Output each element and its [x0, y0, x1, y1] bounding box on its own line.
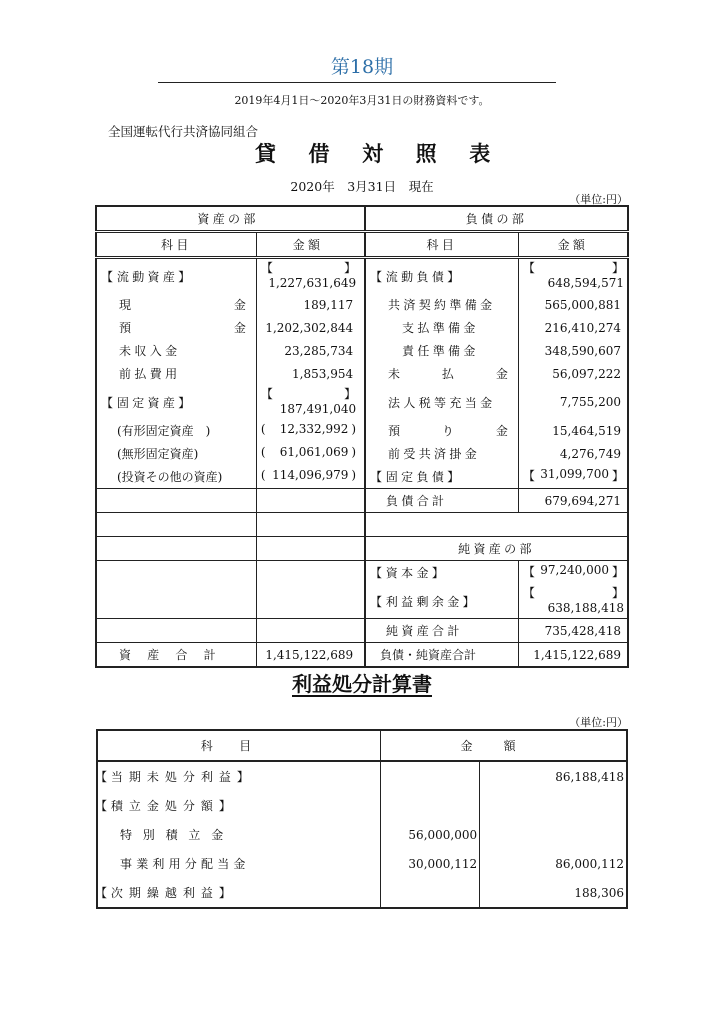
amount-value: 1,853,954 — [292, 366, 354, 381]
amount-value: 4,276,749 — [559, 446, 621, 461]
amount-value: 23,285,734 — [284, 343, 354, 358]
pl-sub-amount — [381, 820, 480, 849]
amount-value: 114,096,979 — [272, 468, 349, 482]
balance-sheet-table — [95, 205, 629, 668]
label-text: 固定資産 — [116, 395, 179, 410]
pl-item-label — [97, 791, 381, 820]
liab-net-total-value: 1,415,122,689 — [533, 647, 621, 662]
asset-item-amount — [256, 316, 359, 339]
open-bracket: 【 — [522, 564, 535, 579]
pl-sub-amount — [381, 791, 480, 820]
label-text: 当期未処分利益 — [110, 770, 237, 784]
table-row — [96, 489, 628, 513]
total-amount — [518, 619, 628, 643]
close-bracket: 】 — [344, 387, 357, 401]
open-bracket: 【 — [260, 261, 273, 275]
asset-item-label — [96, 419, 256, 442]
liability-item-label — [365, 465, 518, 489]
empty-cell — [256, 489, 359, 513]
asset-item-amount — [256, 385, 359, 419]
pl-item-label — [97, 878, 381, 908]
empty-cell — [256, 584, 359, 619]
table-row — [96, 339, 628, 362]
liability-item-amount — [518, 339, 628, 362]
label-char: 預 — [387, 424, 400, 438]
liab-net-total-amount — [518, 643, 628, 668]
close-bracket: 】 — [611, 261, 624, 275]
table-row — [96, 293, 628, 316]
label-text: 利益剰余金 — [385, 594, 463, 609]
asset-item-amount — [256, 465, 359, 489]
amount-wrap — [519, 584, 627, 615]
profit-appropriation-title: 利益処分計算書 — [292, 672, 432, 696]
pl-sub-amount — [381, 761, 480, 791]
amount-value: 189,117 — [303, 297, 354, 312]
asset-item-label — [96, 339, 256, 362]
close-bracket: 】 — [611, 564, 624, 579]
amount-wrap — [257, 422, 359, 436]
table-row — [96, 619, 628, 643]
pl-item-label — [97, 761, 381, 791]
period-title: 第18期 — [330, 56, 394, 78]
title-underline — [158, 82, 556, 83]
asset-item-amount — [256, 442, 359, 465]
bracketed-label: 【 固定負債】 — [369, 470, 460, 484]
assets-total-label — [96, 643, 256, 668]
pl-sub-amount — [381, 878, 480, 908]
open-bracket: 【 — [260, 387, 273, 401]
liability-item-amount — [518, 385, 628, 419]
label-text: 次期繰越利益 — [110, 886, 219, 900]
label-text: 前払費用 — [119, 367, 181, 381]
liability-item-amount — [518, 442, 628, 465]
pl-row — [97, 849, 627, 878]
pl-col-amount: 金額 — [381, 730, 627, 761]
bracketed-label: 【 流動資産】 — [101, 269, 191, 284]
balance-sheet-title — [255, 138, 523, 168]
bracketed-label: 【 固定資産】 — [101, 395, 191, 410]
col-amount: 金額 — [256, 232, 359, 258]
unit-label-2: （単位:円） — [569, 716, 628, 729]
label-char: 金 — [233, 321, 246, 335]
pl-row — [97, 878, 627, 908]
asset-item-amount — [256, 419, 359, 442]
open-bracket: 【 — [522, 261, 535, 275]
total-value: 86,188,418 — [555, 769, 624, 784]
amount-wrap — [519, 563, 627, 580]
label-text: 資本金 — [385, 566, 432, 580]
pl-row — [97, 761, 627, 791]
total-value: 86,000,112 — [555, 856, 624, 871]
total-value: 679,694,271 — [544, 493, 621, 508]
col-amount: 金額 — [518, 232, 628, 258]
blank-row — [365, 513, 628, 537]
table-row — [96, 419, 628, 442]
close-bracket: ) — [351, 445, 357, 459]
close-bracket: 】 — [611, 586, 624, 600]
pl-total-amount — [480, 878, 627, 908]
label-text: 事業利用分配当金 — [120, 857, 250, 871]
split-label — [97, 296, 256, 313]
amount-value: 12,332,992 — [279, 422, 349, 436]
open-bracket: ( — [260, 468, 266, 482]
close-bracket: ) — [351, 468, 357, 482]
asset-item-amount — [256, 339, 359, 362]
open-bracket: ( — [260, 445, 266, 459]
amount-value: 1,227,631,649 — [268, 276, 357, 290]
pl-total-amount — [480, 791, 627, 820]
total-label — [365, 619, 518, 643]
pl-total-amount — [480, 849, 627, 878]
empty-cell — [96, 584, 256, 619]
bracketed-label: 【 次期繰越利益】 — [95, 886, 231, 900]
liability-item-label — [365, 442, 518, 465]
liability-item-label — [365, 385, 518, 419]
pl-item-label — [97, 849, 381, 878]
liability-item-amount — [518, 465, 628, 489]
asset-item-amount — [256, 362, 359, 385]
empty-cell — [256, 619, 359, 643]
pl-item-label — [97, 820, 381, 849]
liab-net-total-label — [365, 643, 518, 668]
table-row — [96, 465, 628, 489]
assets-total-text: 資産合計 — [119, 648, 232, 662]
net-asset-amount — [518, 561, 628, 585]
label-text: 固定負債 — [385, 470, 448, 484]
liability-item-amount — [518, 419, 628, 442]
table-row — [96, 537, 628, 561]
column-header-row — [96, 232, 628, 258]
amount-wrap — [519, 467, 627, 484]
table-row — [96, 258, 628, 294]
label-char: 現 — [119, 298, 132, 312]
liability-item-label — [365, 362, 518, 385]
total-label-text: 負債合計 — [385, 494, 448, 508]
amount-value: 61,061,069 — [279, 445, 349, 459]
amount-value: 348,590,607 — [544, 343, 621, 358]
label-text: (無形固定資産) — [117, 447, 199, 461]
bracketed-label: 【 資本金】 — [369, 566, 444, 580]
amount-value: 31,099,700 — [540, 466, 609, 481]
table-row — [96, 442, 628, 465]
empty-cell — [96, 489, 256, 513]
total-value: 188,306 — [574, 885, 624, 900]
as-of-date: 2020年 3月31日 現在 — [290, 179, 434, 194]
profit-appropriation-table — [96, 729, 628, 909]
empty-cell — [96, 537, 256, 561]
label-text: 未収入金 — [119, 344, 181, 358]
asset-item-amount — [256, 258, 359, 294]
empty-cell — [96, 561, 256, 585]
sub-value: 56,000,000 — [408, 827, 478, 842]
total-amount — [518, 489, 628, 513]
pl-row — [97, 791, 627, 820]
empty-cell — [256, 537, 359, 561]
bracketed-label: 【 流動負債】 — [369, 269, 460, 284]
pl-total-amount — [480, 761, 627, 791]
table-row — [96, 584, 628, 619]
label-text: 特別積立金 — [120, 828, 235, 842]
label-text: (投資その他の資産) — [117, 470, 223, 484]
balance-sheet-title-text: 貸借対照表 — [255, 141, 523, 166]
asset-item-label — [96, 258, 256, 294]
empty-cell — [256, 513, 359, 537]
amount-value: 648,594,571 — [547, 276, 624, 290]
amount-value: 15,464,519 — [552, 423, 621, 438]
label-text: 流動負債 — [385, 269, 448, 284]
label-text: 支払準備金 — [401, 321, 479, 335]
unit-label: （単位:円） — [569, 193, 628, 206]
assets-total-value: 1,415,122,689 — [265, 647, 354, 662]
bracketed-label: 【 積立金処分額】 — [95, 799, 231, 813]
label-text: 積立金処分額 — [110, 799, 219, 813]
amount-value: 565,000,881 — [544, 297, 621, 312]
amount-value: 187,491,040 — [279, 402, 357, 416]
amount-value: 216,410,274 — [544, 320, 621, 335]
period-subtitle: 2019年4月1日～2020年3月31日の財務資料です。 — [234, 94, 490, 107]
empty-cell — [96, 619, 256, 643]
label-char: 未 — [387, 367, 400, 381]
split-label — [366, 422, 518, 439]
amount-value: 56,097,222 — [552, 366, 621, 381]
assets-total-amount — [256, 643, 359, 668]
empty-cell — [256, 561, 359, 585]
net-asset-amount — [518, 584, 628, 619]
bracketed-label: 【 当期未処分利益】 — [95, 770, 249, 784]
sub-value: 30,000,112 — [408, 856, 478, 871]
total-value: 735,428,418 — [544, 623, 621, 638]
label-text: 流動資産 — [116, 269, 179, 284]
close-bracket: 】 — [611, 468, 624, 483]
label-text: (有形固定資産 ) — [117, 424, 211, 438]
label-char: 金 — [495, 424, 508, 438]
table-row — [96, 561, 628, 585]
asset-item-label — [96, 442, 256, 465]
amount-value: 1,202,302,844 — [265, 320, 354, 335]
label-text: 前受共済掛金 — [387, 447, 481, 461]
close-bracket: ) — [351, 422, 357, 436]
amount-wrap — [257, 385, 359, 416]
label-char: 払 — [441, 367, 454, 381]
pl-col-item: 科目 — [97, 730, 381, 761]
pl-total-amount — [480, 820, 627, 849]
grand-total-row — [96, 643, 628, 668]
pl-header-row — [97, 730, 627, 761]
net-asset-label — [365, 561, 518, 585]
liability-item-amount — [518, 316, 628, 339]
amount-value: 7,755,200 — [559, 395, 621, 409]
assets-header: 資産の部 — [197, 212, 259, 226]
table-row — [96, 513, 628, 537]
liability-item-label — [365, 293, 518, 316]
organization-name: 全国運転代行共済協同組合 — [108, 124, 259, 139]
section-header-row — [96, 206, 628, 232]
col-item: 科目 — [96, 232, 256, 258]
liabilities-header: 負債の部 — [365, 206, 628, 232]
asset-item-label — [96, 385, 256, 419]
label-char: り — [441, 424, 454, 438]
asset-item-label — [96, 316, 256, 339]
label-text: 法人税等充当金 — [387, 395, 496, 410]
liability-item-label — [365, 419, 518, 442]
close-bracket: 】 — [344, 261, 357, 275]
table-row — [96, 316, 628, 339]
amount-wrap — [257, 259, 359, 290]
col-item: 科目 — [365, 232, 518, 258]
empty-cell — [96, 513, 256, 537]
amount-value: 638,188,418 — [547, 601, 624, 615]
amount-wrap — [257, 445, 359, 459]
label-char: 預 — [119, 321, 132, 335]
liab-net-total-text: 負債・純資産合計 — [379, 648, 476, 662]
split-label — [97, 319, 256, 336]
pl-row — [97, 820, 627, 849]
label-char: 金 — [495, 367, 508, 381]
asset-item-amount — [256, 293, 359, 316]
amount-wrap — [519, 259, 627, 290]
liability-item-amount — [518, 258, 628, 294]
split-label — [366, 365, 518, 382]
asset-item-label — [96, 362, 256, 385]
table-row — [96, 362, 628, 385]
net-asset-label — [365, 584, 518, 619]
liability-item-amount — [518, 293, 628, 316]
open-bracket: 【 — [522, 468, 535, 483]
label-text: 共済契約準備金 — [387, 298, 496, 312]
open-bracket: ( — [260, 422, 266, 436]
bracketed-label: 【 利益剰余金】 — [369, 594, 475, 609]
open-bracket: 【 — [522, 586, 535, 600]
liability-item-label — [365, 316, 518, 339]
net-assets-header: 純資産の部 — [365, 537, 628, 561]
label-char: 金 — [233, 298, 246, 312]
table-row — [96, 385, 628, 419]
asset-item-label — [96, 465, 256, 489]
total-label — [365, 489, 518, 513]
label-text: 責任準備金 — [401, 344, 479, 358]
liability-item-label — [365, 258, 518, 294]
amount-value: 97,240,000 — [540, 562, 609, 577]
pl-sub-amount — [381, 849, 480, 878]
liability-item-label — [365, 339, 518, 362]
liability-item-amount — [518, 362, 628, 385]
amount-wrap — [257, 468, 359, 482]
asset-item-label — [96, 293, 256, 316]
total-label-text: 純資産合計 — [385, 624, 463, 638]
